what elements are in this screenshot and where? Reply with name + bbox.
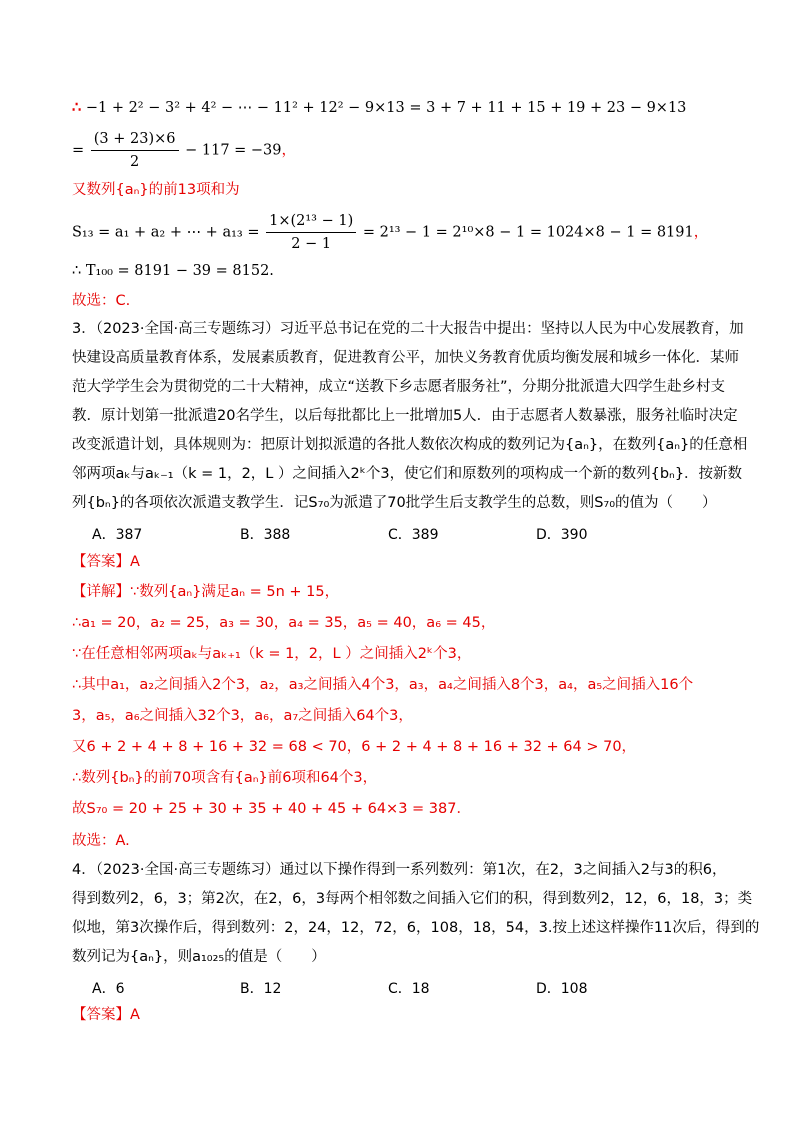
option-b: B．388 bbox=[240, 527, 291, 543]
question-line: 得到数列2，6，3；第2次，在2，6，3每两个相邻数之间插入它们的积，得到数列2，12，6，18，3；类 bbox=[72, 891, 753, 907]
punctuation: ， bbox=[281, 142, 297, 159]
question-line: 4．（2023·全国·高三专题练习）通过以下操作得到一系列数列：第1次，在2，3之间插入2与3的积6， bbox=[72, 862, 727, 878]
question-line: 列{bₙ}的各项依次派遣支教学生．记S₇₀为派遣了70批学生后支教学生的总数，则S₇₀的值为（ ） bbox=[72, 495, 717, 511]
equation-text: = 2¹³ − 1 = 2¹⁰×8 − 1 = 1024×8 − 1 = 8191 bbox=[362, 224, 694, 241]
equation-text: − 117 = −39 bbox=[185, 142, 282, 159]
detail-line: ∴其中a₁，a₂之间插入2个3，a₂，a₃之间插入4个3，a₃，a₄之间插入8个3，a₄，a₅之间插入16个 bbox=[72, 677, 694, 693]
option-a: A．387 bbox=[92, 527, 143, 543]
question-line: 范大学学生会为贯彻党的二十大精神，成立“送教下乡志愿者服务社”，分期分批派遣大四学生赴乡村支 bbox=[72, 379, 726, 395]
options-row bbox=[92, 978, 684, 998]
option-a: A．6 bbox=[92, 981, 125, 997]
equation-text: = bbox=[72, 142, 85, 159]
punctuation: ， bbox=[693, 224, 709, 241]
detail-line: ∵在任意相邻两项aₖ与aₖ₊₁（k = 1，2，L ）之间插入2ᵏ个3， bbox=[72, 646, 472, 662]
detail-line: 又6 + 2 + 4 + 8 + 16 + 32 = 68 < 70，6 + 2 + 4 + 8 + 16 + 32 + 64 > 70， bbox=[72, 739, 637, 755]
question-line: 似地，第3次操作后，得到数列：2，24，12，72，6，108，18，54，3.按上述这样操作11次后，得到的 bbox=[72, 920, 760, 936]
detail-line: 故S₇₀ = 20 + 25 + 30 + 35 + 40 + 45 + 64×3 = 387． bbox=[72, 801, 471, 817]
answer-line: 【答案】A bbox=[72, 1007, 140, 1023]
therefore-symbol: ∴ bbox=[72, 99, 82, 116]
detail-line: ∴数列{bₙ}的前70项含有{aₙ}前6项和64个3， bbox=[72, 770, 378, 786]
question-line: 3．（2023·全国·高三专题练习）习近平总书记在党的二十大报告中提出：坚持以人民为中心发展教育，加 bbox=[72, 321, 744, 337]
option-c: C．389 bbox=[388, 527, 439, 543]
fraction-numerator: 1×(2¹³ − 1) bbox=[266, 211, 356, 233]
fraction-numerator: (3 + 23)×6 bbox=[91, 129, 179, 151]
equation-text: S₁₃ = a₁ + a₂ + ⋯ + a₁₃ = bbox=[72, 224, 260, 241]
fraction-denominator: 2 − 1 bbox=[291, 236, 332, 252]
choice-line: 故选：A. bbox=[72, 833, 130, 849]
question-line: 改变派遣计划，具体规则为：把原计划拟派遣的各批人数依次构成的数列记为{aₙ}，在数列{aₙ}的任意相 bbox=[72, 437, 748, 453]
detail-line: 【详解】∵数列{aₙ}满足aₙ = 5n + 15， bbox=[72, 584, 340, 600]
fraction bbox=[266, 211, 356, 254]
answer-line: 【答案】A bbox=[72, 554, 140, 570]
question-line: 数列记为{aₙ}，则a₁₀₂₅的值是（ ） bbox=[72, 949, 326, 965]
solution-line bbox=[72, 211, 708, 254]
question-line: 快建设高质量教育体系，发展素质教育，促进教育公平，加快义务教育优质均衡发展和城乡一体化．某师 bbox=[72, 350, 739, 366]
detail-line: ∴a₁ = 20，a₂ = 25，a₃ = 30，a₄ = 35，a₅ = 40，a₆ = 45， bbox=[72, 615, 496, 631]
question-line: 邻两项aₖ与aₖ₋₁（k = 1，2，L ）之间插入2ᵏ个3，使它们和原数列的项构成一个新的数列{bₙ}．按新数 bbox=[72, 466, 743, 482]
options-row bbox=[92, 524, 684, 544]
option-d: D．108 bbox=[536, 981, 588, 997]
solution-line bbox=[72, 129, 296, 172]
detail-line: 3，a₅，a₆之间插入32个3，a₆，a₇之间插入64个3， bbox=[72, 708, 413, 724]
choice-line: 故选：C. bbox=[72, 293, 131, 309]
option-d: D．390 bbox=[536, 527, 588, 543]
option-b: B．12 bbox=[240, 981, 282, 997]
fraction-denominator: 2 bbox=[130, 154, 140, 170]
fraction bbox=[91, 129, 179, 172]
solution-line: ∴ T₁₀₀ = 8191 − 39 = 8152. bbox=[72, 263, 274, 279]
solution-line bbox=[72, 99, 686, 117]
option-c: C．18 bbox=[388, 981, 430, 997]
question-line: 教．原计划第一批派遣20名学生，以后每批都比上一批增加5人．由于志愿者人数暴涨，服务社临时决定 bbox=[72, 408, 738, 424]
equation-text: −1 + 2² − 3² + 4² − ⋯ − 11² + 12² − 9×13 = 3 + 7 + 11 + 15 + 19 + 23 − 9×13 bbox=[85, 100, 687, 116]
solution-line: 又数列{aₙ}的前13项和为 bbox=[72, 182, 240, 198]
